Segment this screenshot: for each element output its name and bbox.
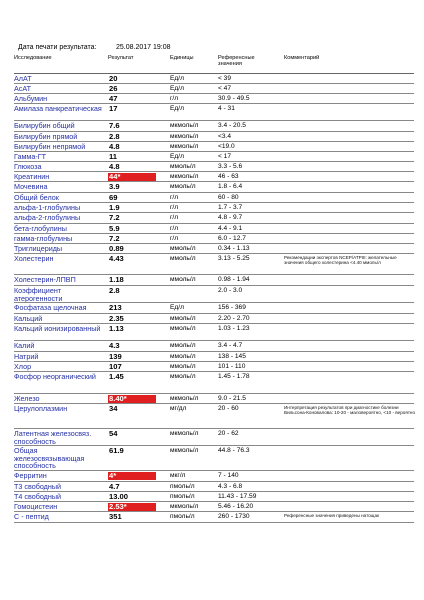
test-unit: мкмоль/л <box>170 447 199 454</box>
test-unit: Ед/л <box>170 153 184 160</box>
test-result: 2.8 <box>109 132 120 141</box>
table-row <box>0 244 424 254</box>
test-reference: < 17 <box>218 153 232 160</box>
test-comment: Рекомендации экспертов NCEP/ATPIII: желательные значения общего холестерина <4.40 ммоль/л <box>284 255 397 266</box>
test-reference: 1.03 - 1.23 <box>218 325 250 332</box>
test-unit: г/л <box>170 95 179 102</box>
table-row <box>0 254 424 275</box>
test-unit: г/л <box>170 225 179 232</box>
test-name: Гомоцистеин <box>14 502 58 511</box>
test-name: Калий <box>14 341 35 350</box>
table-row <box>0 394 424 404</box>
test-result: 11 <box>109 152 118 161</box>
test-unit: ммоль/л <box>170 373 196 380</box>
test-unit: мкмоль/л <box>170 133 199 140</box>
test-name: Мочевина <box>14 182 48 191</box>
test-result: 351 <box>109 512 122 521</box>
test-comment: Референсные значения приведены натощак <box>284 513 380 518</box>
test-unit: пмоль/л <box>170 513 195 520</box>
test-name: АсАТ <box>14 84 32 93</box>
test-reference: 4 - 31 <box>218 105 235 112</box>
test-result: 5.9 <box>109 224 120 233</box>
test-result: 13.00 <box>109 492 129 501</box>
table-row <box>0 446 424 471</box>
print-date-label: Дата печати результата: <box>18 44 97 51</box>
test-name: Глюкоза <box>14 162 42 171</box>
test-unit: Ед/л <box>170 85 184 92</box>
test-unit: ммоль/л <box>170 183 196 190</box>
test-unit: мкмоль/л <box>170 173 199 180</box>
test-result: 4* <box>108 472 156 480</box>
test-reference: < 47 <box>218 85 232 92</box>
test-unit: ммоль/л <box>170 342 196 349</box>
test-result: 69 <box>109 193 118 202</box>
test-unit: г/л <box>170 204 179 211</box>
row-divider <box>14 522 414 523</box>
test-unit: мкмоль/л <box>170 122 199 129</box>
test-result: 1.13 <box>109 324 124 333</box>
test-result: 2.35 <box>109 314 124 323</box>
test-unit: пмоль/л <box>170 493 195 500</box>
test-result: 7.2 <box>109 234 120 243</box>
test-result: 20 <box>109 74 118 83</box>
test-result: 1.18 <box>109 275 124 284</box>
test-name: АлАТ <box>14 74 32 83</box>
test-unit: ммоль/л <box>170 325 196 332</box>
test-name: Гамма-ГТ <box>14 152 47 161</box>
test-name: Фосфатаза щелочная <box>14 303 87 312</box>
test-result: 4.43 <box>109 254 124 263</box>
table-row <box>0 193 424 203</box>
table-row <box>0 341 424 352</box>
table-row <box>0 429 424 446</box>
test-reference: 156 - 369 <box>218 304 246 311</box>
test-reference: 0.98 - 1.94 <box>218 276 250 283</box>
test-reference: 2.20 - 2.70 <box>218 315 250 322</box>
test-reference: <3.4 <box>218 133 232 140</box>
table-row <box>0 142 424 152</box>
table-row <box>0 152 424 162</box>
header-unit: Единицы <box>170 55 194 61</box>
test-reference: 3.3 - 5.6 <box>218 163 243 170</box>
test-name: Альбумин <box>14 94 48 103</box>
table-row <box>0 132 424 142</box>
table-row <box>0 314 424 324</box>
test-result: 139 <box>109 352 122 361</box>
test-unit: мкмоль/л <box>170 503 199 510</box>
test-name: Хлор <box>14 362 32 371</box>
table-header <box>0 55 424 73</box>
test-result: 8.40* <box>108 395 156 403</box>
test-result: 4.7 <box>109 482 120 491</box>
test-name: С - пептид <box>14 512 49 521</box>
test-result: 3.9 <box>109 182 120 191</box>
table-row <box>0 286 424 303</box>
header-name: Исследование <box>14 55 52 61</box>
test-reference: 260 - 1730 <box>218 513 250 520</box>
test-result: 47 <box>109 94 118 103</box>
test-reference: 6.0 - 12.7 <box>218 235 246 242</box>
test-unit: ммоль/л <box>170 276 196 283</box>
test-result: 4.8 <box>109 142 120 151</box>
test-name: Натрий <box>14 352 39 361</box>
test-name: Кальций ионизированный <box>14 324 101 333</box>
table-row <box>0 172 424 182</box>
table-row <box>0 471 424 482</box>
table-row <box>0 162 424 172</box>
table-row <box>0 84 424 94</box>
table-row <box>0 224 424 234</box>
table-row <box>0 203 424 213</box>
test-result: 107 <box>109 362 122 371</box>
table-row <box>0 104 424 121</box>
table-row <box>0 492 424 502</box>
test-reference: 3.4 - 20.5 <box>218 122 246 129</box>
test-name: альфа-1-глобулины <box>14 203 81 212</box>
test-name: Креатинин <box>14 172 50 181</box>
test-reference: < 39 <box>218 75 232 82</box>
test-unit: Ед/л <box>170 75 184 82</box>
test-unit: мкмоль/л <box>170 395 199 402</box>
test-reference: 3.4 - 4.7 <box>218 342 243 349</box>
test-name: Общая железосвязывающая способность <box>14 446 85 471</box>
test-name: Кальций <box>14 314 43 323</box>
test-unit: ммоль/л <box>170 353 196 360</box>
test-unit: ммоль/л <box>170 363 196 370</box>
test-reference: 11.43 - 17.59 <box>218 493 257 500</box>
test-reference: 4.4 - 9.1 <box>218 225 243 232</box>
test-result: 1.45 <box>109 372 124 381</box>
test-reference: 20 - 62 <box>218 430 239 437</box>
test-reference: 1.8 - 6.4 <box>218 183 243 190</box>
test-unit: ммоль/л <box>170 163 196 170</box>
test-name: Т3 свободный <box>14 482 62 491</box>
test-unit: мг/дл <box>170 405 187 412</box>
test-name: Железо <box>14 394 40 403</box>
test-reference: 7 - 140 <box>218 472 239 479</box>
test-reference: 9.0 - 21.5 <box>218 395 246 402</box>
test-result: 2.8 <box>109 286 120 295</box>
test-name: Фосфор неорганический <box>14 372 96 381</box>
table-row <box>0 74 424 84</box>
test-result: 54 <box>109 429 118 438</box>
test-unit: мкмоль/л <box>170 143 199 150</box>
test-result: 4.3 <box>109 341 120 350</box>
test-name: Холестерин <box>14 254 54 263</box>
test-result: 7.2 <box>109 213 120 222</box>
test-result: 61.9 <box>109 446 124 455</box>
test-reference: 46 - 63 <box>218 173 239 180</box>
test-name: Билирубин непрямой <box>14 142 86 151</box>
test-result: 34 <box>109 404 118 413</box>
test-name: Билирубин прямой <box>14 132 78 141</box>
test-result: 4.8 <box>109 162 120 171</box>
table-row <box>0 324 424 341</box>
test-reference: 44.8 - 76.3 <box>218 447 250 454</box>
test-result: 26 <box>109 84 118 93</box>
test-unit: Ед/л <box>170 105 184 112</box>
test-unit: мкг/л <box>170 472 186 479</box>
test-unit: г/л <box>170 235 179 242</box>
test-name: альфа-2-глобулины <box>14 213 81 222</box>
test-result: 7.6 <box>109 121 120 130</box>
header-comment: Комментарий <box>284 55 320 61</box>
test-reference: 60 - 80 <box>218 194 239 201</box>
table-row <box>0 275 424 286</box>
test-reference: 30.9 - 49.5 <box>218 95 250 102</box>
table-row <box>0 182 424 193</box>
test-name: Ферритин <box>14 471 47 480</box>
test-result: 0.89 <box>109 244 124 253</box>
test-unit: мкмоль/л <box>170 430 199 437</box>
test-unit: Ед/л <box>170 304 184 311</box>
test-result: 2.53* <box>108 503 156 511</box>
test-name: Амилаза панкреатическая <box>14 104 102 113</box>
test-name: Билирубин общий <box>14 121 75 130</box>
test-name: Триглицериды <box>14 244 63 253</box>
table-row <box>0 121 424 132</box>
table-row <box>0 512 424 523</box>
test-reference: 20 - 60 <box>218 405 239 412</box>
print-date-line <box>18 44 171 51</box>
test-reference: 3.13 - 5.25 <box>218 255 250 262</box>
test-reference: 138 - 145 <box>218 353 246 360</box>
test-unit: ммоль/л <box>170 255 196 262</box>
test-result: 17 <box>109 104 118 113</box>
test-reference: 101 - 110 <box>218 363 246 370</box>
table-row <box>0 372 424 394</box>
table-row <box>0 482 424 492</box>
test-name: бета-глобулины <box>14 224 67 233</box>
test-reference: <19.0 <box>218 143 235 150</box>
table-row <box>0 213 424 224</box>
test-name: Т4 свободный <box>14 492 62 501</box>
test-name: Коэффициент атерогенности <box>14 286 63 303</box>
table-row <box>0 404 424 429</box>
test-unit: ммоль/л <box>170 245 196 252</box>
table-row <box>0 502 424 512</box>
test-result: 1.9 <box>109 203 120 212</box>
test-unit: ммоль/л <box>170 315 196 322</box>
header-ref: Референсные значения <box>218 55 255 68</box>
test-name: Латентная железосвяз. способность <box>14 429 92 446</box>
test-unit: пмоль/л <box>170 483 195 490</box>
header-result: Результат <box>108 55 134 61</box>
test-reference: 2.0 - 3.0 <box>218 287 243 294</box>
test-reference: 1.7 - 3.7 <box>218 204 243 211</box>
test-reference: 1.45 - 1.78 <box>218 373 250 380</box>
test-result: 213 <box>109 303 122 312</box>
test-name: Холестерин-ЛПВП <box>14 275 76 284</box>
table-row <box>0 362 424 372</box>
table-row <box>0 303 424 314</box>
test-result: 44* <box>108 173 156 181</box>
test-unit: г/л <box>170 194 179 201</box>
test-reference: 4.8 - 9.7 <box>218 214 243 221</box>
test-name: Общий белок <box>14 193 59 202</box>
table-row <box>0 94 424 104</box>
test-comment: Интерпретация результатов при диагностике болезни Вильсона-Коновалова: 10-20 - маловероятно, <10 - вероятно <box>284 405 416 416</box>
print-date-value: 25.08.2017 19:08 <box>116 44 171 51</box>
test-reference: 4.3 - 6.8 <box>218 483 243 490</box>
test-reference: 5.46 - 16.20 <box>218 503 254 510</box>
test-name: гамма-глобулины <box>14 234 73 243</box>
test-unit: г/л <box>170 214 179 221</box>
test-reference: 0.34 - 1.13 <box>218 245 250 252</box>
table-row <box>0 234 424 244</box>
test-name: Церулоплазмин <box>14 404 68 413</box>
table-row <box>0 352 424 362</box>
